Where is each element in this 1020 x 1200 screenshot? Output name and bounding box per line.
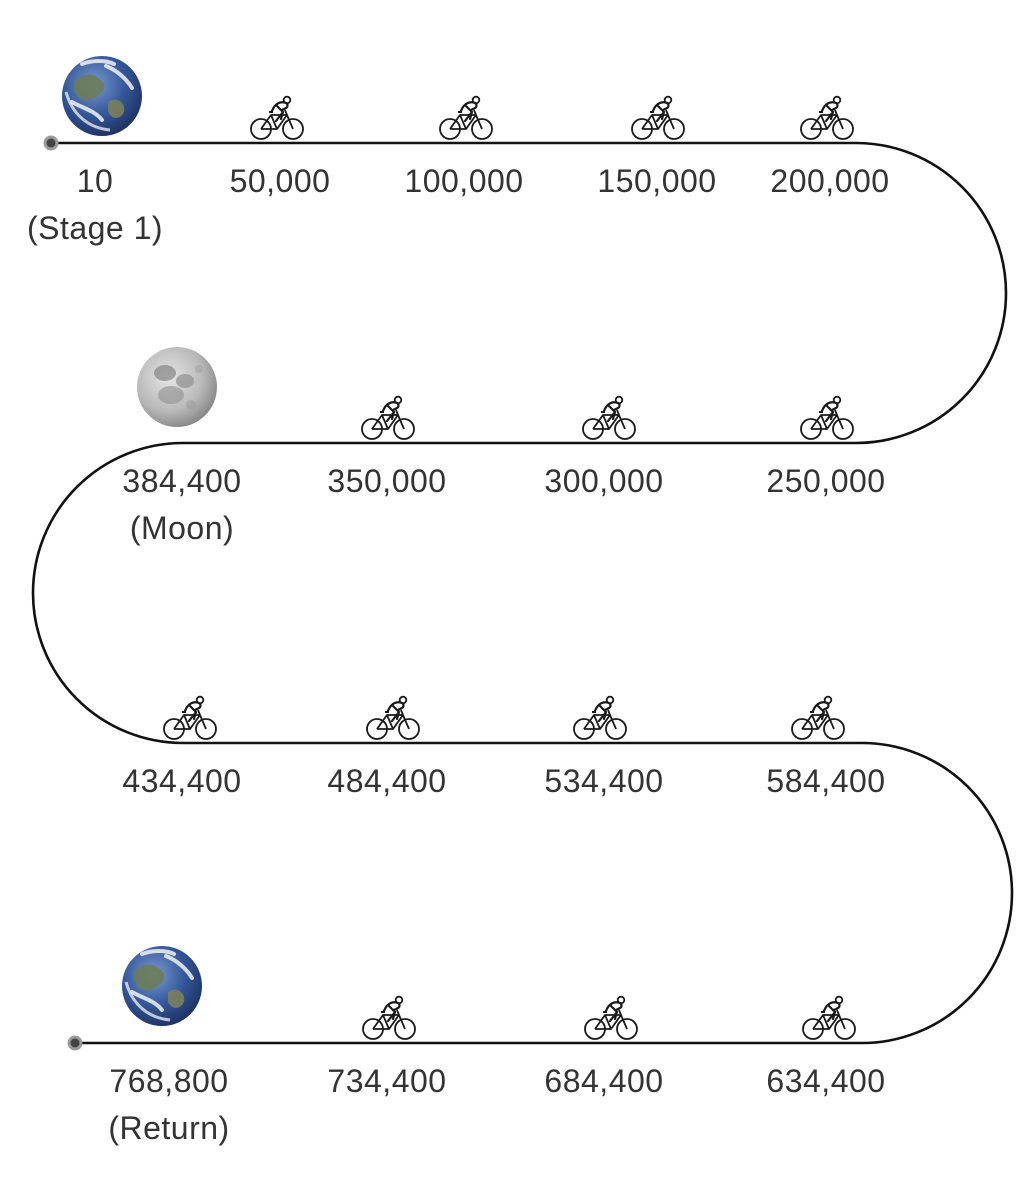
milestone-label <box>327 458 446 505</box>
milestone-label <box>544 1058 663 1105</box>
moon-icon <box>137 347 217 427</box>
milestone-distance: 200,000 <box>770 163 890 199</box>
milestone-label <box>597 158 716 205</box>
earth-icon <box>62 56 142 136</box>
milestone-label <box>327 1058 446 1105</box>
milestone-label <box>122 458 241 552</box>
milestone-distance: 584,400 <box>766 763 886 799</box>
cyclist-icon <box>164 697 216 739</box>
milestone-label <box>230 158 331 205</box>
milestone-distance: 150,000 <box>597 163 717 199</box>
cyclist-icon <box>792 697 844 739</box>
milestone-distance: 50,000 <box>229 163 331 199</box>
milestone-label <box>770 158 889 205</box>
cyclist-icon <box>803 997 855 1039</box>
milestone-distance: 250,000 <box>766 463 886 499</box>
milestone-label <box>327 758 446 805</box>
milestone-label <box>766 758 885 805</box>
milestone-distance: 100,000 <box>404 163 524 199</box>
cyclist-icon <box>583 397 635 439</box>
milestone-label <box>766 458 885 505</box>
cyclist-icon <box>574 697 626 739</box>
milestone-distance: 300,000 <box>544 463 664 499</box>
cyclist-icons <box>164 97 855 1039</box>
milestone-caption: (Stage 1) <box>26 210 164 246</box>
cyclist-icon <box>367 697 419 739</box>
cyclist-icon <box>363 997 415 1039</box>
milestone-label <box>544 758 663 805</box>
cyclist-icon <box>801 97 853 139</box>
milestone-distance: 734,400 <box>327 1063 447 1099</box>
milestone-distance: 10 <box>76 163 114 199</box>
milestone-label <box>544 458 663 505</box>
cyclist-icon <box>585 997 637 1039</box>
milestone-distance: 534,400 <box>544 763 664 799</box>
milestone-label <box>108 1058 229 1152</box>
milestone-distance: 634,400 <box>766 1063 886 1099</box>
milestone-distance: 350,000 <box>327 463 447 499</box>
milestone-label <box>404 158 523 205</box>
cyclist-icon <box>440 97 492 139</box>
milestone-distance: 768,800 <box>109 1063 229 1099</box>
milestone-distance: 684,400 <box>544 1063 664 1099</box>
milestone-distance: 434,400 <box>122 763 242 799</box>
milestone-label <box>122 758 241 805</box>
milestone-label <box>27 158 163 252</box>
start-endpoint-dot <box>45 137 57 149</box>
track-path <box>33 143 1012 1043</box>
cyclist-icon <box>632 97 684 139</box>
cyclist-icon <box>801 397 853 439</box>
milestone-distance: 384,400 <box>122 463 242 499</box>
cyclist-icon <box>251 97 303 139</box>
milestone-label <box>766 1058 885 1105</box>
milestone-caption: (Return) <box>108 1110 230 1146</box>
cyclist-icon <box>362 397 414 439</box>
end-endpoint-dot <box>69 1037 81 1049</box>
milestone-caption: (Moon) <box>129 510 235 546</box>
milestone-distance: 484,400 <box>327 763 447 799</box>
earth-icon <box>122 946 202 1026</box>
